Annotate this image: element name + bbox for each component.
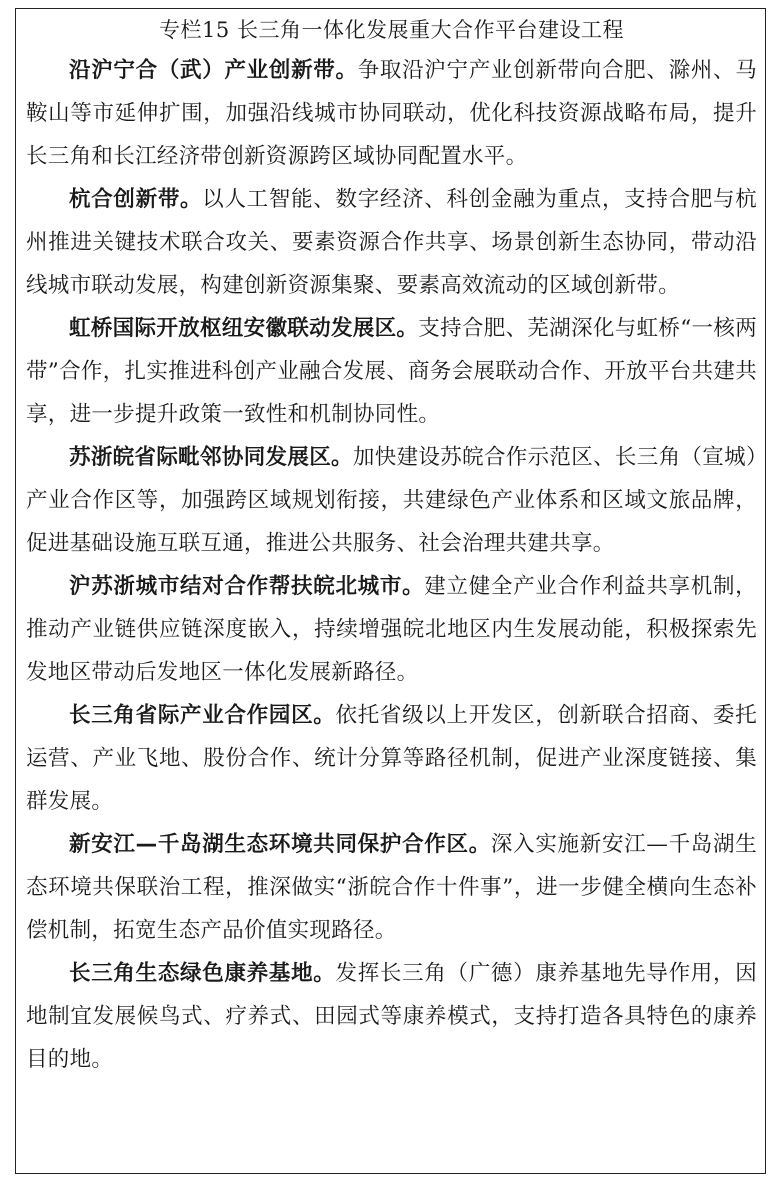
paragraph-heading: 长三角省际产业合作园区。 bbox=[69, 703, 336, 728]
paragraph-body: 发挥长三角（广德）康养基地先导作用，因地制宜发展候鸟式、疗养式、田园式等康养模式，支持打造各具特色的康养目的地。 bbox=[26, 961, 757, 1072]
paragraph-wellness-base bbox=[26, 952, 757, 1081]
paragraph-heading: 虹桥国际开放枢纽安徽联动发展区。 bbox=[69, 316, 419, 341]
paragraph-body: 支持合肥、芜湖深化与虹桥“一核两带”合作，扎实推进科创产业融合发展、商务会展联动合作、开放平台共建共享，进一步提升政策一致性和机制协同性。 bbox=[26, 316, 757, 427]
paragraph-body: 依托省级以上开发区，创新联合招商、委托运营、产业飞地、股份合作、统计分算等路径机制，促进产业深度链接、集群发展。 bbox=[26, 703, 757, 814]
paragraph-heading: 沿沪宁合（武）产业创新带。 bbox=[69, 58, 358, 83]
paragraph-body: 建立健全产业合作利益共享机制，推动产业链供应链深度嵌入，持续增强皖北地区内生发展动能，积极探索先发地区带动后发地区一体化发展新路径。 bbox=[26, 574, 757, 685]
paragraph-body: 深入实施新安江—千岛湖生态环境共保联治工程，推深做实“浙皖合作十件事”，进一步健全横向生态补偿机制，拓宽生态产品价值实现路径。 bbox=[26, 832, 757, 943]
paragraph-heading: 沪苏浙城市结对合作帮扶皖北城市。 bbox=[69, 574, 425, 599]
paragraph-body: 以人工智能、数字经济、科创金融为重点，支持合肥与杭州推进关键技术联合攻关、要素资源合作共享、场景创新生态协同，带动沿线城市联动发展，构建创新资源集聚、要素高效流动的区域创新带。 bbox=[26, 187, 757, 298]
paragraph-heading: 新安江—千岛湖生态环境共同保护合作区。 bbox=[69, 832, 491, 857]
paragraph-heading: 长三角生态绿色康养基地。 bbox=[69, 961, 336, 986]
paragraph-ecological-protection-zone bbox=[26, 823, 757, 952]
paragraph-industry-innovation-belt bbox=[26, 49, 757, 178]
paragraph-hangzhou-hefei-belt bbox=[26, 178, 757, 307]
paragraph-border-collaboration-zone bbox=[26, 436, 757, 565]
paragraph-body: 争取沿沪宁产业创新带向合肥、滁州、马鞍山等市延伸扩围，加强沿线城市协同联动，优化科技资源战略布局，提升长三角和长江经济带创新资源跨区域协同配置水平。 bbox=[26, 58, 757, 169]
column-box bbox=[15, 8, 766, 1174]
column-title: 专栏15 长三角一体化发展重大合作平台建设工程 bbox=[159, 18, 624, 42]
paragraph-hongqiao-linkage-zone bbox=[26, 307, 757, 436]
paragraph-heading: 苏浙皖省际毗邻协同发展区。 bbox=[69, 445, 353, 470]
paragraph-city-pairing-support bbox=[26, 565, 757, 694]
paragraph-heading: 杭合创新带。 bbox=[69, 187, 203, 212]
paragraph-industrial-parks bbox=[26, 694, 757, 823]
paragraph-body: 加快建设苏皖合作示范区、长三角（宣城）产业合作区等，加强跨区域规划衔接，共建绿色产业体系和区域文旅品牌，促进基础设施互联互通，推进公共服务、社会治理共建共享。 bbox=[26, 445, 758, 556]
